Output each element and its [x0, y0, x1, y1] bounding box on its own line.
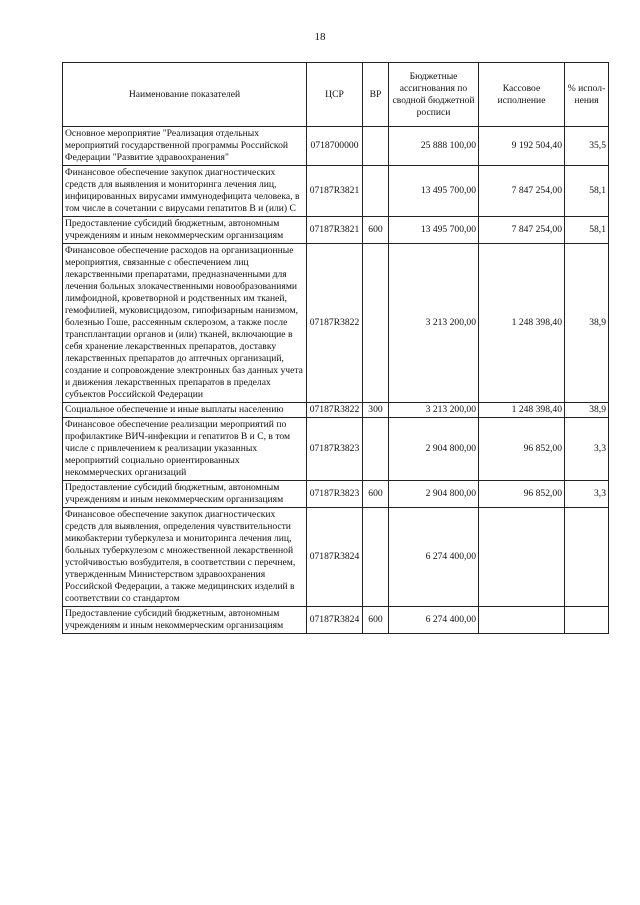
table-row: [63, 403, 609, 418]
row-cash: [479, 508, 565, 607]
row-name: Финансовое обеспечение закупок диагностических средств для выявления, определения чувствительности микобактерии туберкулеза и мониторинга лечения лиц, больных туберкулезом с множественной лекарственной устойчивостью возбудителя, в соответствии с перечнем, утвержденным Министерством здравоохранения Российской Федерации, а также медицинских изделий в соответствии со стандартом: [63, 508, 307, 607]
row-vr: 300: [363, 403, 389, 418]
header-percent: % испол-нения: [565, 63, 609, 127]
row-cash: 1 248 398,40: [479, 244, 565, 403]
row-percent: 58,1: [565, 217, 609, 244]
row-csr: 07187R3824: [307, 607, 363, 634]
header-row: [63, 63, 609, 127]
row-budget: 2 904 800,00: [389, 481, 479, 508]
header-cash: Кассовое исполнение: [479, 63, 565, 127]
table-row: [63, 481, 609, 508]
row-budget: 3 213 200,00: [389, 244, 479, 403]
row-percent: 38,9: [565, 403, 609, 418]
row-budget: 6 274 400,00: [389, 607, 479, 634]
row-vr: [363, 418, 389, 481]
row-vr: 600: [363, 481, 389, 508]
row-budget: 13 495 700,00: [389, 217, 479, 244]
row-percent: 3,3: [565, 418, 609, 481]
header-csr: ЦСР: [307, 63, 363, 127]
row-vr: [363, 166, 389, 217]
row-budget: 2 904 800,00: [389, 418, 479, 481]
row-name: Предоставление субсидий бюджетным, автономным учреждениям и иным некоммерческим организациям: [63, 217, 307, 244]
row-budget: 3 213 200,00: [389, 403, 479, 418]
row-budget: 13 495 700,00: [389, 166, 479, 217]
row-name: Предоставление субсидий бюджетным, автономным учреждениям и иным некоммерческим организациям: [63, 481, 307, 508]
table-row: [63, 607, 609, 634]
row-percent: 35,5: [565, 127, 609, 166]
row-csr: 07187R3823: [307, 481, 363, 508]
page-number: 18: [314, 31, 326, 43]
row-vr: [363, 244, 389, 403]
row-cash: 96 852,00: [479, 481, 565, 508]
row-vr: 600: [363, 607, 389, 634]
header-budget: Бюджетные ассигнования по сводной бюджетной росписи: [389, 63, 479, 127]
row-csr: 07187R3822: [307, 244, 363, 403]
header-name: Наименование показателей: [63, 63, 307, 127]
row-percent: 58,1: [565, 166, 609, 217]
row-cash: 96 852,00: [479, 418, 565, 481]
row-percent: 3,3: [565, 481, 609, 508]
row-name: Предоставление субсидий бюджетным, автономным учреждениям и иным некоммерческим организациям: [63, 607, 307, 634]
row-percent: 38,9: [565, 244, 609, 403]
row-budget: 25 888 100,00: [389, 127, 479, 166]
row-csr: 07187R3824: [307, 508, 363, 607]
row-csr: 07187R3822: [307, 403, 363, 418]
row-csr: 0718700000: [307, 127, 363, 166]
table-row: [63, 244, 609, 403]
table-row: [63, 418, 609, 481]
table-row: [63, 508, 609, 607]
row-name: Финансовое обеспечение реализации мероприятий по профилактике ВИЧ-инфекции и гепатитов В и С, в том числе с привлечением к реализации указанных мероприятий социально ориентированных некоммерческих организаций: [63, 418, 307, 481]
table-row: [63, 217, 609, 244]
row-cash: 7 847 254,00: [479, 166, 565, 217]
row-csr: 07187R3821: [307, 166, 363, 217]
row-cash: 1 248 398,40: [479, 403, 565, 418]
row-vr: 600: [363, 217, 389, 244]
row-name: Социальное обеспечение и иные выплаты населению: [63, 403, 307, 418]
row-cash: 9 192 504,40: [479, 127, 565, 166]
row-csr: 07187R3823: [307, 418, 363, 481]
row-budget: 6 274 400,00: [389, 508, 479, 607]
row-name: Финансовое обеспечение расходов на организационные мероприятия, связанные с обеспечением лиц лекарственными препаратами, предназначенными для лечения больных злокачественными новообразованиями лимфоидной, кроветворной и родственных им тканей, гемофилией, муковисцидозом, гипофизарным нанизмом, болезнью Гоше, рассеянным склерозом, а также после трансплантации органов и (или) тканей, включающие в себя хранение лекарственных препаратов, доставку лекарственных препаратов до аптечных организаций, создание и сопровождение электронных баз данных учета и движения лекарственных препаратов в пределах субъектов Российской Федерации: [63, 244, 307, 403]
row-cash: [479, 607, 565, 634]
table-row: [63, 166, 609, 217]
row-percent: [565, 508, 609, 607]
row-cash: 7 847 254,00: [479, 217, 565, 244]
row-csr: 07187R3821: [307, 217, 363, 244]
row-name: Финансовое обеспечение закупок диагностических средств для выявления и мониторинга лечения лиц, инфицированных вирусами иммунодефицита человека, в том числе в сочетании с вирусами гепатитов В и (или) С: [63, 166, 307, 217]
row-vr: [363, 127, 389, 166]
budget-execution-table: [62, 62, 609, 634]
table-row: [63, 127, 609, 166]
row-vr: [363, 508, 389, 607]
header-vr: ВР: [363, 63, 389, 127]
row-name: Основное мероприятие "Реализация отдельных мероприятий государственной программы Российской Федерации "Развитие здравоохранения": [63, 127, 307, 166]
row-percent: [565, 607, 609, 634]
